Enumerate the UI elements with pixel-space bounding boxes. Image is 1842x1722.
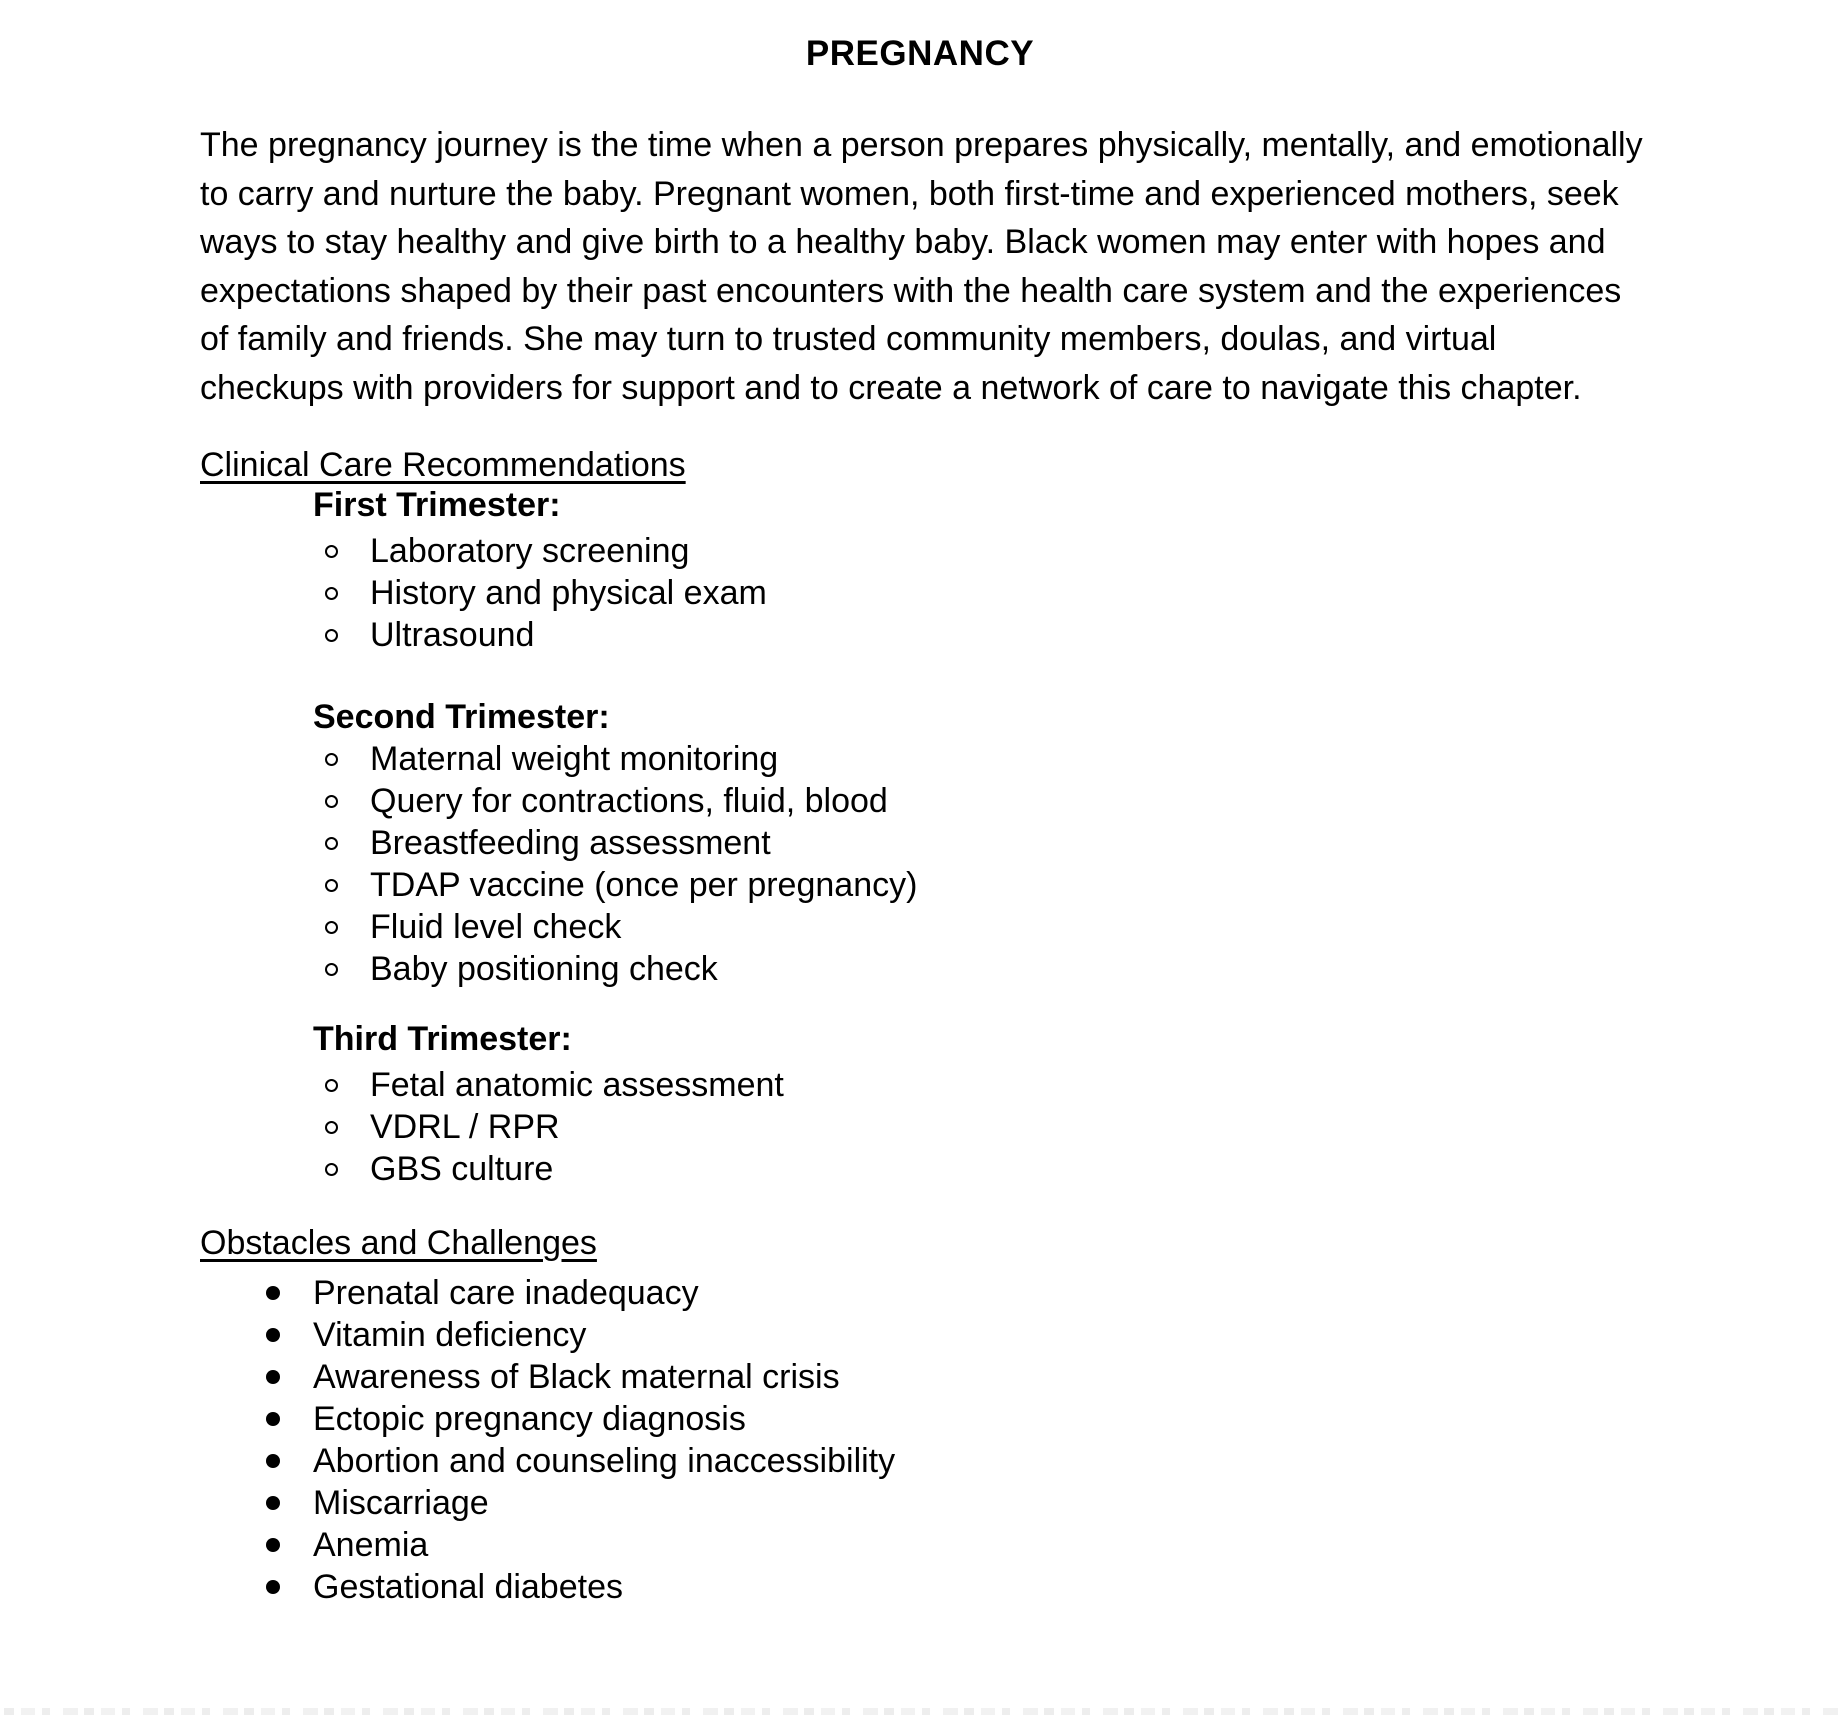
subsection-heading-first-trimester: First Trimester: xyxy=(313,486,561,524)
list-item: Baby positioning check xyxy=(325,948,917,990)
list-item: Anemia xyxy=(266,1524,895,1566)
section-heading-obstacles: Obstacles and Challenges xyxy=(200,1224,597,1262)
disc-bullet-icon xyxy=(266,1370,280,1384)
disc-bullet-icon xyxy=(266,1286,280,1300)
list-item: Prenatal care inadequacy xyxy=(266,1272,895,1314)
second-trimester-list xyxy=(325,738,917,990)
circle-bullet-icon xyxy=(325,963,338,976)
section-heading-clinical-care: Clinical Care Recommendations xyxy=(200,446,686,484)
circle-bullet-icon xyxy=(325,1079,338,1092)
list-item: Laboratory screening xyxy=(325,530,767,572)
list-item: Miscarriage xyxy=(266,1482,895,1524)
disc-bullet-icon xyxy=(266,1496,280,1510)
list-item: Gestational diabetes xyxy=(266,1566,895,1608)
circle-bullet-icon xyxy=(325,753,338,766)
circle-bullet-icon xyxy=(325,587,338,600)
list-item: Abortion and counseling inaccessibility xyxy=(266,1440,895,1482)
list-item: Maternal weight monitoring xyxy=(325,738,917,780)
list-item: GBS culture xyxy=(325,1148,784,1190)
list-item: TDAP vaccine (once per pregnancy) xyxy=(325,864,917,906)
subsection-heading-second-trimester: Second Trimester: xyxy=(313,698,610,736)
circle-bullet-icon xyxy=(325,795,338,808)
intro-line: checkups with providers for support and to create a network of care to navigate this chapter. xyxy=(200,368,1582,407)
circle-bullet-icon xyxy=(325,545,338,558)
circle-bullet-icon xyxy=(325,837,338,850)
list-item: Vitamin deficiency xyxy=(266,1314,895,1356)
intro-paragraph xyxy=(200,121,1760,413)
list-item: Query for contractions, fluid, blood xyxy=(325,780,917,822)
obstacles-list xyxy=(266,1272,895,1608)
disc-bullet-icon xyxy=(266,1412,280,1426)
circle-bullet-icon xyxy=(325,921,338,934)
intro-line: ways to stay healthy and give birth to a healthy baby. Black women may enter with hopes and xyxy=(200,223,1606,262)
third-trimester-list xyxy=(325,1064,784,1190)
intro-line: to carry and nurture the baby. Pregnant women, both first-time and experienced mothers, seek xyxy=(200,174,1619,213)
disc-bullet-icon xyxy=(266,1580,280,1594)
list-item: Fetal anatomic assessment xyxy=(325,1064,784,1106)
list-item: Fluid level check xyxy=(325,906,917,948)
circle-bullet-icon xyxy=(325,1121,338,1134)
intro-line: expectations shaped by their past encounters with the health care system and the experiences xyxy=(200,271,1622,310)
intro-line: of family and friends. She may turn to trusted community members, doulas, and virtual xyxy=(200,320,1497,359)
list-item: Breastfeeding assessment xyxy=(325,822,917,864)
list-item: Ectopic pregnancy diagnosis xyxy=(266,1398,895,1440)
cutoff-text-remnant xyxy=(4,1708,1838,1718)
circle-bullet-icon xyxy=(325,1163,338,1176)
intro-line: The pregnancy journey is the time when a person prepares physically, mentally, and emotionally xyxy=(200,126,1643,164)
disc-bullet-icon xyxy=(266,1328,280,1342)
list-item: History and physical exam xyxy=(325,572,767,614)
circle-bullet-icon xyxy=(325,629,338,642)
page-title: PREGNANCY xyxy=(805,34,1035,73)
disc-bullet-icon xyxy=(266,1538,280,1552)
list-item: Ultrasound xyxy=(325,614,767,656)
first-trimester-list xyxy=(325,530,767,656)
circle-bullet-icon xyxy=(325,879,338,892)
subsection-heading-third-trimester: Third Trimester: xyxy=(313,1020,572,1058)
disc-bullet-icon xyxy=(266,1454,280,1468)
list-item: VDRL / RPR xyxy=(325,1106,784,1148)
list-item: Awareness of Black maternal crisis xyxy=(266,1356,895,1398)
